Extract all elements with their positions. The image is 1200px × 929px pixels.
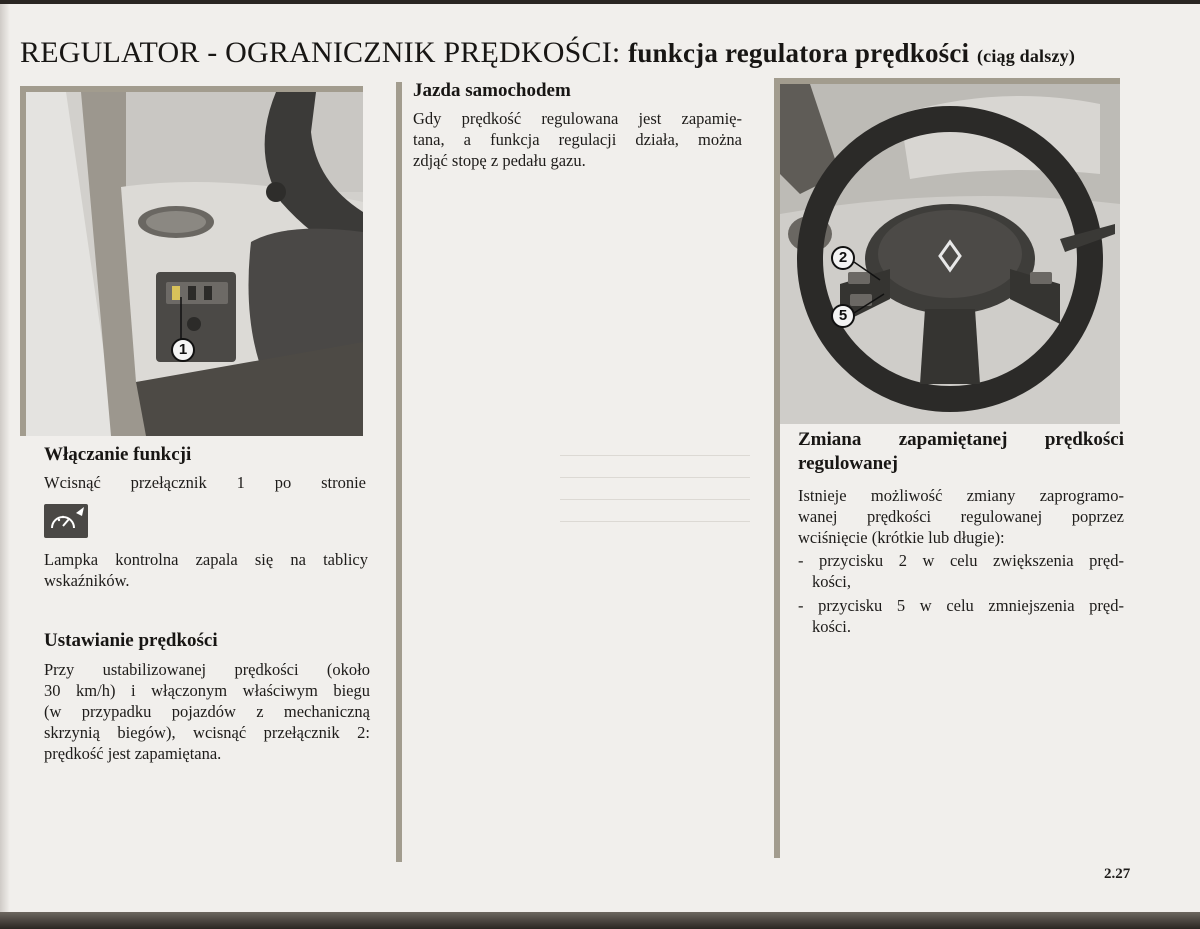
para-change-speed <box>798 485 1124 548</box>
manual-page <box>0 4 1200 916</box>
line: Zmiana zapamiętanej prędkości <box>798 429 1124 450</box>
heading-set-speed: Ustawianie prędkości <box>44 630 218 651</box>
heading-driving: Jazda samochodem <box>413 80 571 101</box>
line: Istnieje możliwość zmiany zaprogramo- <box>798 486 1124 505</box>
dashboard-switch-photo <box>26 92 363 436</box>
heading-change-speed <box>798 428 1124 476</box>
line: prędkość jest zapamiętana. <box>44 744 222 763</box>
line: regulowanej <box>798 453 898 474</box>
bullet-list <box>798 550 1124 637</box>
line: zdjąć stopę z pedału gazu. <box>413 151 586 170</box>
dashboard-illustration <box>26 92 363 436</box>
line: wanej prędkości regulowanej poprzez <box>798 507 1124 526</box>
callout-button-5: 5 <box>831 304 855 328</box>
line: 30 km/h) i włączonym właściwym biegu <box>44 681 370 700</box>
page-title <box>20 36 1190 70</box>
line: (w przypadku pojazdów z mechaniczną <box>44 702 370 721</box>
title-subtitle: funkcja regulatora prędkości <box>628 38 970 68</box>
title-main: REGULATOR - OGRANICZNIK PRĘDKOŚCI: <box>20 36 621 69</box>
bleed-through-texture <box>560 434 750 522</box>
line: tana, a funkcja regulacji działa, można <box>413 130 742 149</box>
list-item <box>798 595 1124 637</box>
line: Lampka kontrolna zapala się na tablicy <box>44 550 368 569</box>
line: kości, <box>812 572 851 591</box>
line: - przycisku 5 w celu zmniejszenia pręd- <box>798 596 1124 615</box>
line: - przycisku 2 w celu zwiększenia pręd- <box>798 551 1124 570</box>
cruise-control-icon <box>44 504 88 538</box>
para-enable-switch: Wcisnąć przełącznik 1 po stronie <box>44 473 366 492</box>
indicator-lamp <box>44 504 88 538</box>
steering-wheel-photo <box>780 84 1120 424</box>
line: wskaźników. <box>44 571 130 590</box>
book-bottom-edge <box>0 912 1200 929</box>
callout-switch-1: 1 <box>171 338 195 362</box>
callout-button-2: 2 <box>831 246 855 270</box>
title-continued: (ciąg dalszy) <box>976 46 1076 66</box>
line: Gdy prędkość regulowana jest zapamię- <box>413 109 742 128</box>
middle-frame-side <box>396 82 402 862</box>
page-number: 2.27 <box>1104 866 1131 882</box>
page-gutter-shadow <box>0 4 10 916</box>
list-item <box>798 550 1124 592</box>
para-set-speed <box>44 659 370 764</box>
line: wciśnięcie (krótkie lub długie): <box>798 528 1005 547</box>
line: skrzynią biegów), wcisnąć przełącznik 2: <box>44 723 370 742</box>
line: kości. <box>812 617 851 636</box>
para-indicator-lamp <box>44 549 368 591</box>
heading-enable-function: Włączanie funkcji <box>44 444 192 465</box>
line: Przy ustabilizowanej prędkości (około <box>44 660 370 679</box>
para-driving <box>413 108 742 171</box>
